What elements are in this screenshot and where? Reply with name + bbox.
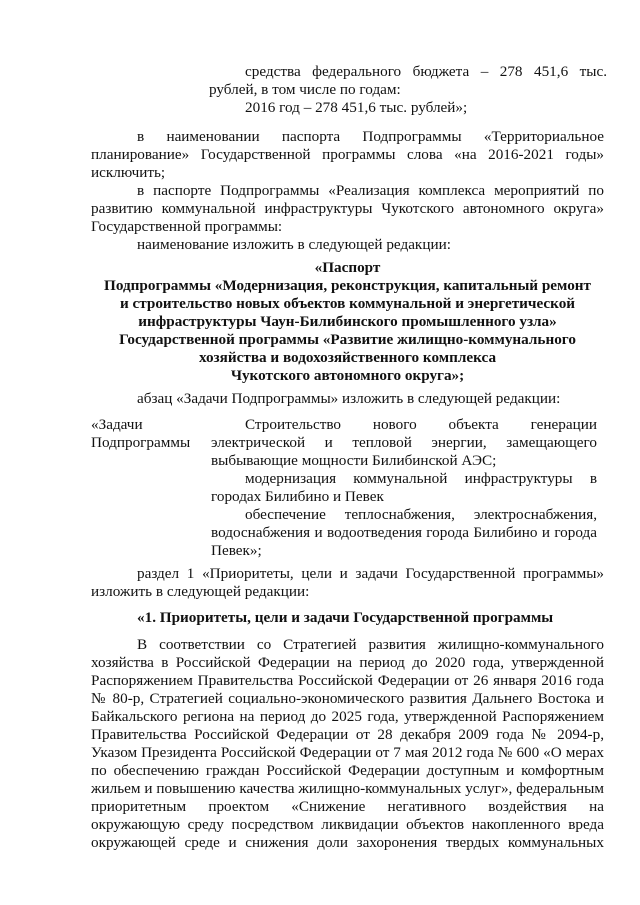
text-line: Распоряжением Правительства Российской Федерации от 26 января 2016 года xyxy=(91,672,604,689)
text-line: изложить в следующей редакции: xyxy=(91,583,310,600)
text-line: исключить; xyxy=(91,164,166,181)
table-value-line: обеспечение теплоснабжения, электроснабжения, xyxy=(245,506,597,523)
table-value-line: Певек»; xyxy=(211,542,262,559)
table-label-line: «Задачи xyxy=(91,416,143,433)
text-line: планирование» Государственной программы слова «на 2016-2021 годы» xyxy=(91,146,604,163)
text-line: раздел 1 «Приоритеты, цели и задачи Государственной программы» xyxy=(137,565,604,582)
heading-line: «Паспорт xyxy=(314,259,381,276)
heading-line: Чукотского автономного округа»; xyxy=(230,367,465,384)
text-line: по обеспечению граждан Российской Федерации доступным и комфортным xyxy=(91,762,604,779)
table-value-line: выбывающие мощности Билибинской АЭС; xyxy=(211,452,497,469)
text-line: Байкальского региона на период до 2025 года, утвержденной Распоряжением xyxy=(91,708,604,725)
table-value-line: водоснабжения и водоотведения города Билибино и города xyxy=(211,524,597,541)
heading-line: Государственной программы «Развитие жилищно-коммунального xyxy=(119,331,576,348)
text-line: рублей, в том числе по годам: xyxy=(209,81,401,98)
heading-line: и строительство новых объектов коммунальной и энергетической xyxy=(119,295,576,312)
table-label-line: Подпрограммы xyxy=(91,434,191,451)
text-line: Указом Президента Российской Федерации от 7 мая 2012 года № 600 «О мерах xyxy=(91,744,604,761)
text-line: в паспорте Подпрограммы «Реализация комплекса мероприятий по xyxy=(137,182,604,199)
text-line: жильем и повышению качества жилищно-коммунальных услуг», федеральным xyxy=(91,780,604,797)
text-line: наименование изложить в следующей редакции: xyxy=(137,236,451,253)
text-line: хозяйства в Российской Федерации на период до 2020 года, утвержденной xyxy=(91,654,604,671)
text-line: 2016 год – 278 451,6 тыс. рублей»; xyxy=(245,99,468,116)
table-value-line: городах Билибино и Певек xyxy=(211,488,384,505)
text-line: абзац «Задачи Подпрограммы» изложить в следующей редакции: xyxy=(137,390,561,407)
text-line: в наименовании паспорта Подпрограммы «Территориальное xyxy=(137,128,604,145)
text-line: средства федерального бюджета – 278 451,6 тыс. xyxy=(245,63,607,80)
text-line: окружающую среду посредством ликвидации объектов накопленного вреда xyxy=(91,816,604,833)
text-line: Правительства Российской Федерации от 28 декабря 2009 года № 2094-р, xyxy=(91,726,604,743)
heading-line: инфраструктуры Чаун-Билибинского промышленного узла» xyxy=(138,313,557,330)
table-value-line: Строительство нового объекта генерации xyxy=(245,416,597,433)
table-value-line: модернизация коммунальной инфраструктуры в xyxy=(245,470,597,487)
heading-line: Подпрограммы «Модернизация, реконструкция, капитальный ремонт xyxy=(104,277,591,294)
text-line: развитию коммунальной инфраструктуры Чукотского автономного округа» xyxy=(91,200,604,217)
table-value-line: электрической и тепловой энергии, замещающего xyxy=(211,434,597,451)
section-heading: «1. Приоритеты, цели и задачи Государственной программы xyxy=(137,609,554,626)
text-line: № 80-р, Стратегией социально-экономического развития Дальнего Востока и xyxy=(91,690,604,707)
text-line: приоритетным проектом «Снижение негативного воздействия на xyxy=(91,798,604,815)
text-line: Государственной программы: xyxy=(91,218,283,235)
text-line: В соответствии со Стратегией развития жилищно-коммунального xyxy=(137,636,604,653)
heading-line: хозяйства и водохозяйственного комплекса xyxy=(198,349,497,366)
text-line: окружающей среде и снижения доли захоронения твердых коммунальных xyxy=(91,834,604,851)
